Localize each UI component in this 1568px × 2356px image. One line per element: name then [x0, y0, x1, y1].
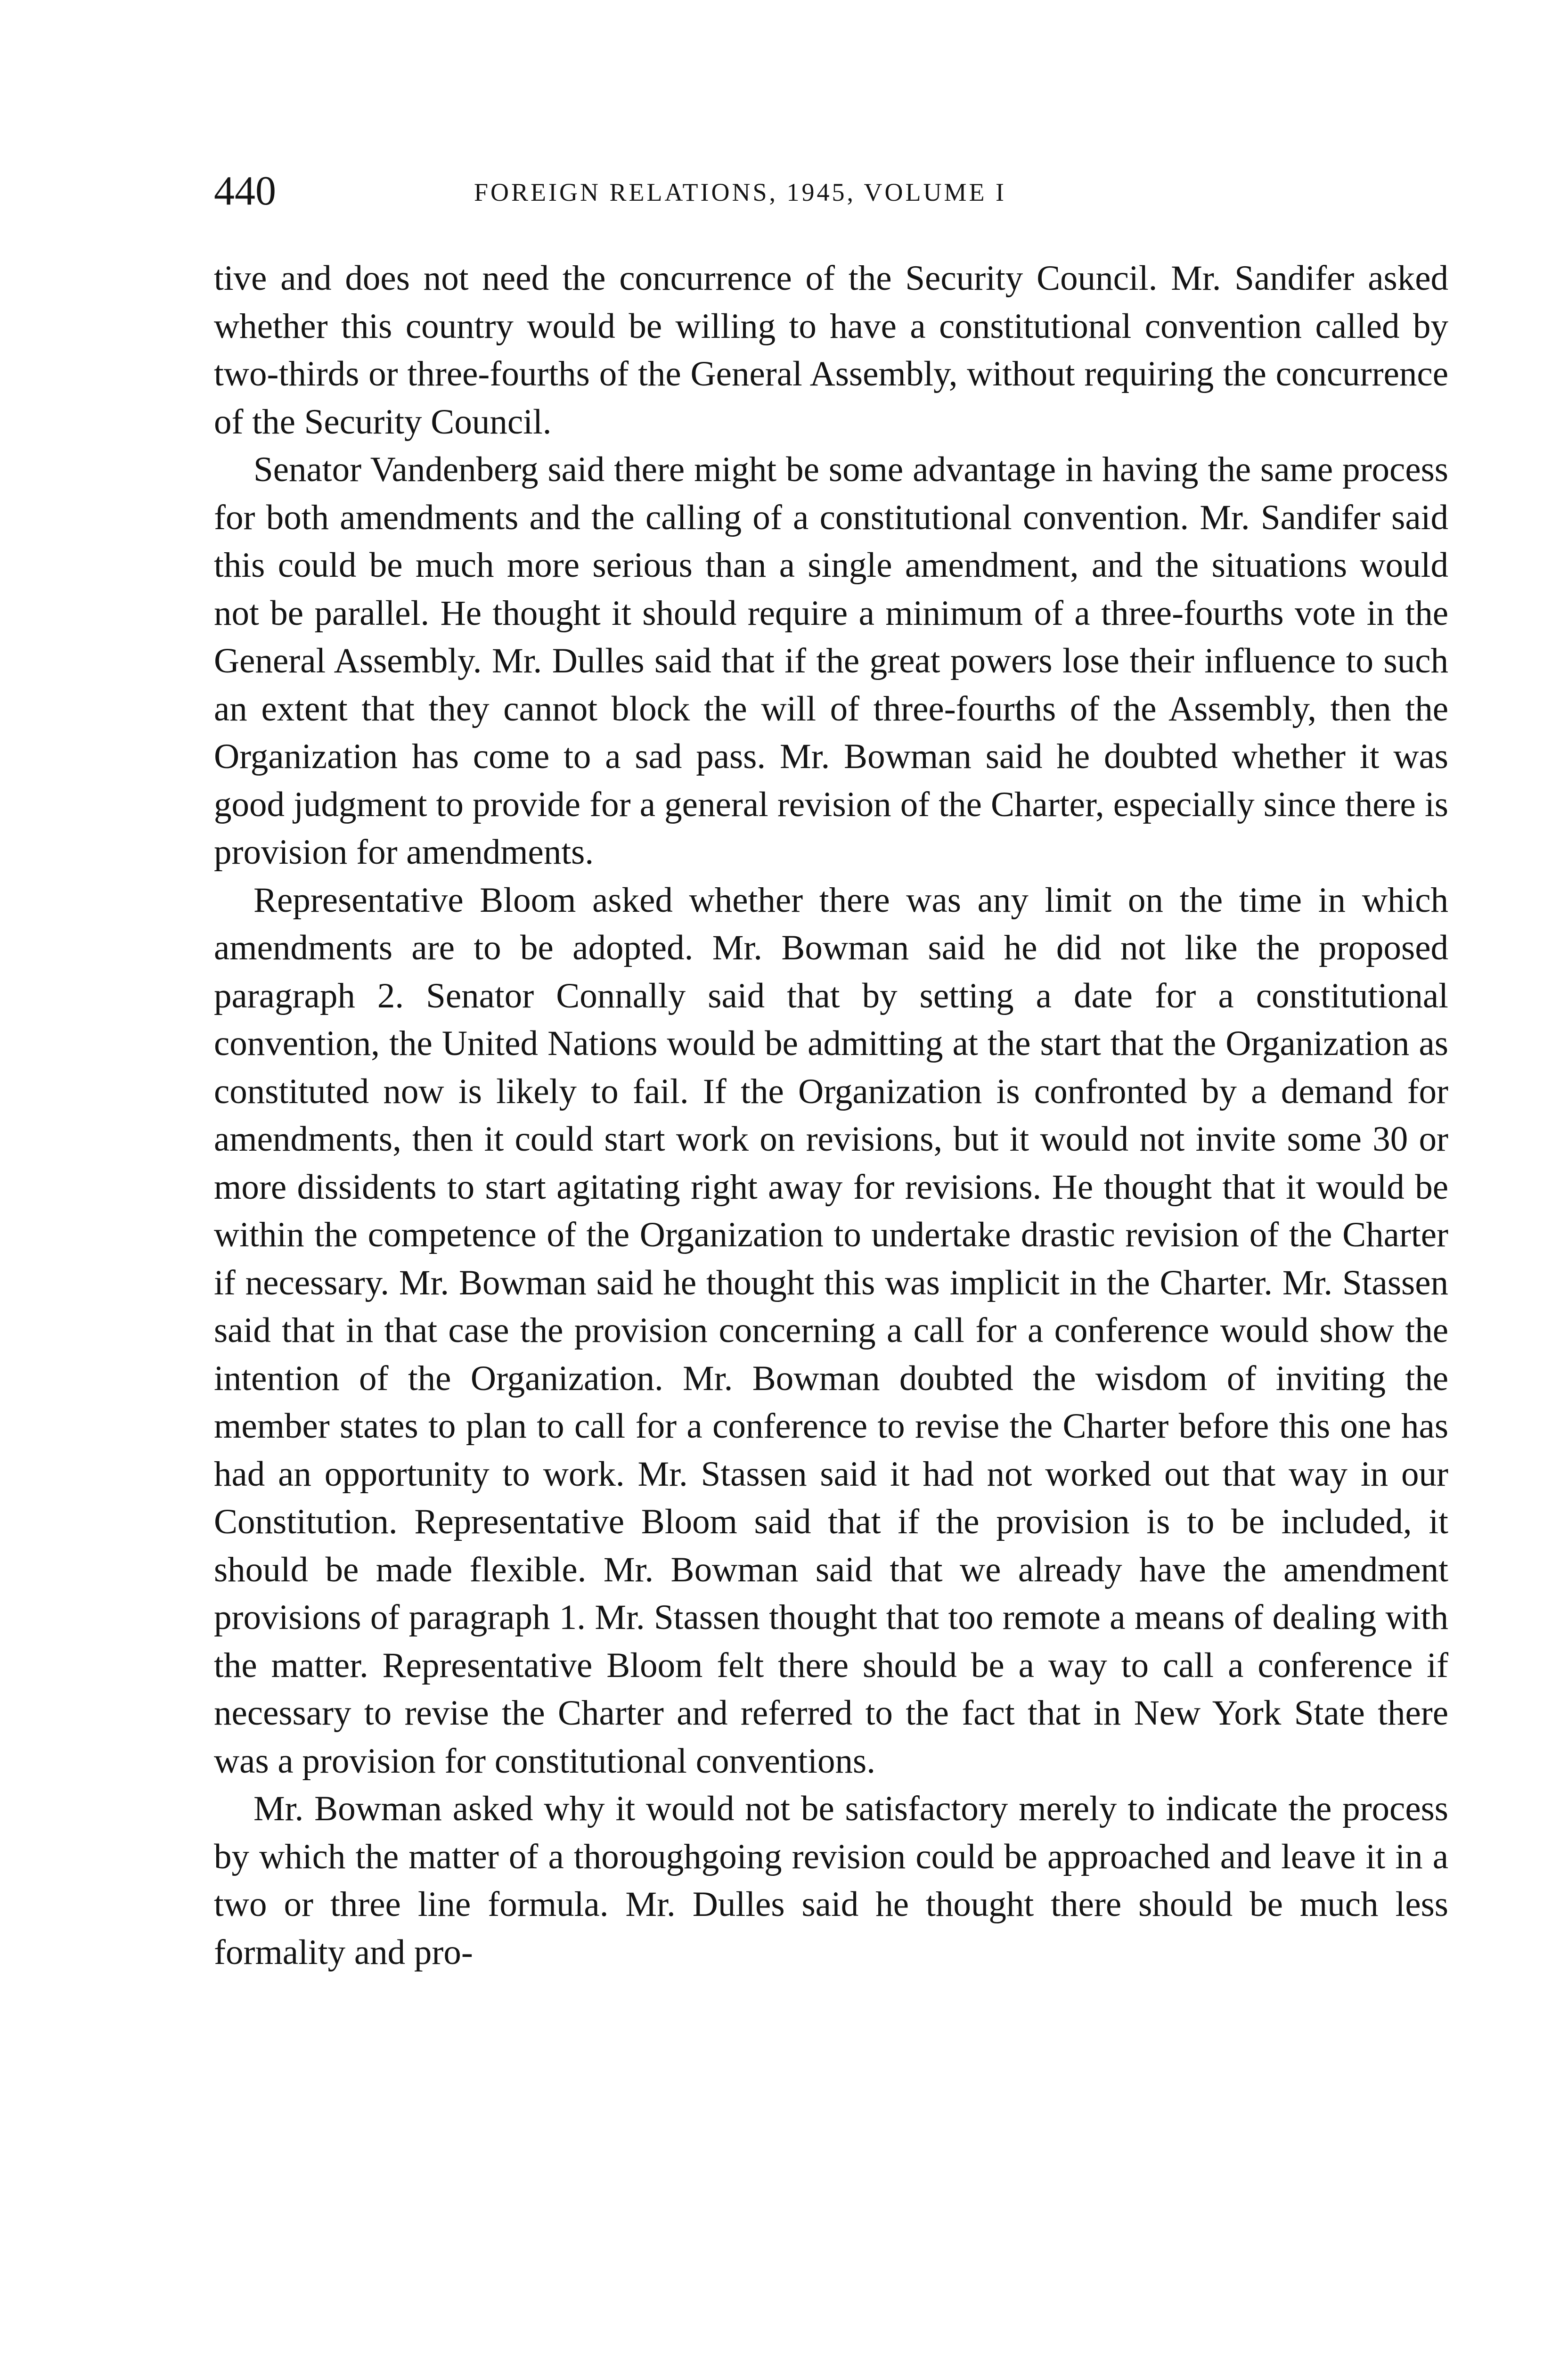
paragraph: Representative Bloom asked whether there was any limit on the time in which amendments are to be adopted. Mr. Bowman said he did not like the proposed paragraph 2. Senator Connally said that by setting a date for a constitutional convention, the United Nations would be admitting at the start that the Organization as constituted now is likely to fail. If the Organization is confronted by a demand for amendments, then it could start work on revisions, but it would not invite some 30 or more dissidents to start agitating right away for revisions. He thought that it would be within the competence of the Organization to undertake drastic revision of the Charter if necessary. Mr. Bowman said he thought this was implicit in the Charter. Mr. Stassen said that in that case the provision concerning a call for a conference would show the intention of the Organization. Mr. Bowman doubted the wisdom of inviting the member states to plan to call for a conference to revise the Charter before this one has had an opportunity to work. Mr. Stassen said it had not worked out that way in our Constitution. Representative Bloom said that if the provision is to be included, it should be made flexible. Mr. Bowman said that we already have the amendment provisions of paragraph 1. Mr. Stassen thought that too remote a means of dealing with the matter. Representative Bloom felt there should be a way to call a conference if necessary to revise the Charter and referred to the fact that in New York State there was a provision for constitutional conventions.	[214, 880, 1448, 1781]
paragraph-continued: tive and does not need the concurrence of the Security Council. Mr. Sandifer asked whether this country would be willing to have a constitutional convention called by two-thirds or three-fourths of the General Assembly, without requiring the concurrence of the Security Council.	[214, 259, 1448, 442]
paragraph: Senator Vandenberg said there might be some advantage in having the same process for both amendments and the calling of a constitutional convention. Mr. Sandifer said this could be much more serious than a single amendment, and the situations would not be parallel. He thought it should require a minimum of a three-fourths vote in the General Assembly. Mr. Dulles said that if the great powers lose their influence to such an extent that they cannot block the will of three-fourths of the Assembly, then the Organization has come to a sad pass. Mr. Bowman said he doubted whether it was good judgment to provide for a general revision of the Charter, especially since there is provision for amendments.	[214, 450, 1448, 872]
running-title: FOREIGN RELATIONS, 1945, VOLUME I	[474, 178, 1006, 206]
page-header	[214, 169, 1448, 214]
page-number: 440	[214, 168, 276, 214]
body-text	[214, 254, 1448, 1976]
paragraph: Mr. Bowman asked why it would not be satisfactory merely to indicate the process by which the matter of a thoroughgoing revision could be approached and leave it in a two or three line formula. Mr. Dulles said he thought there should be much less formality and pro-	[214, 1789, 1448, 1972]
